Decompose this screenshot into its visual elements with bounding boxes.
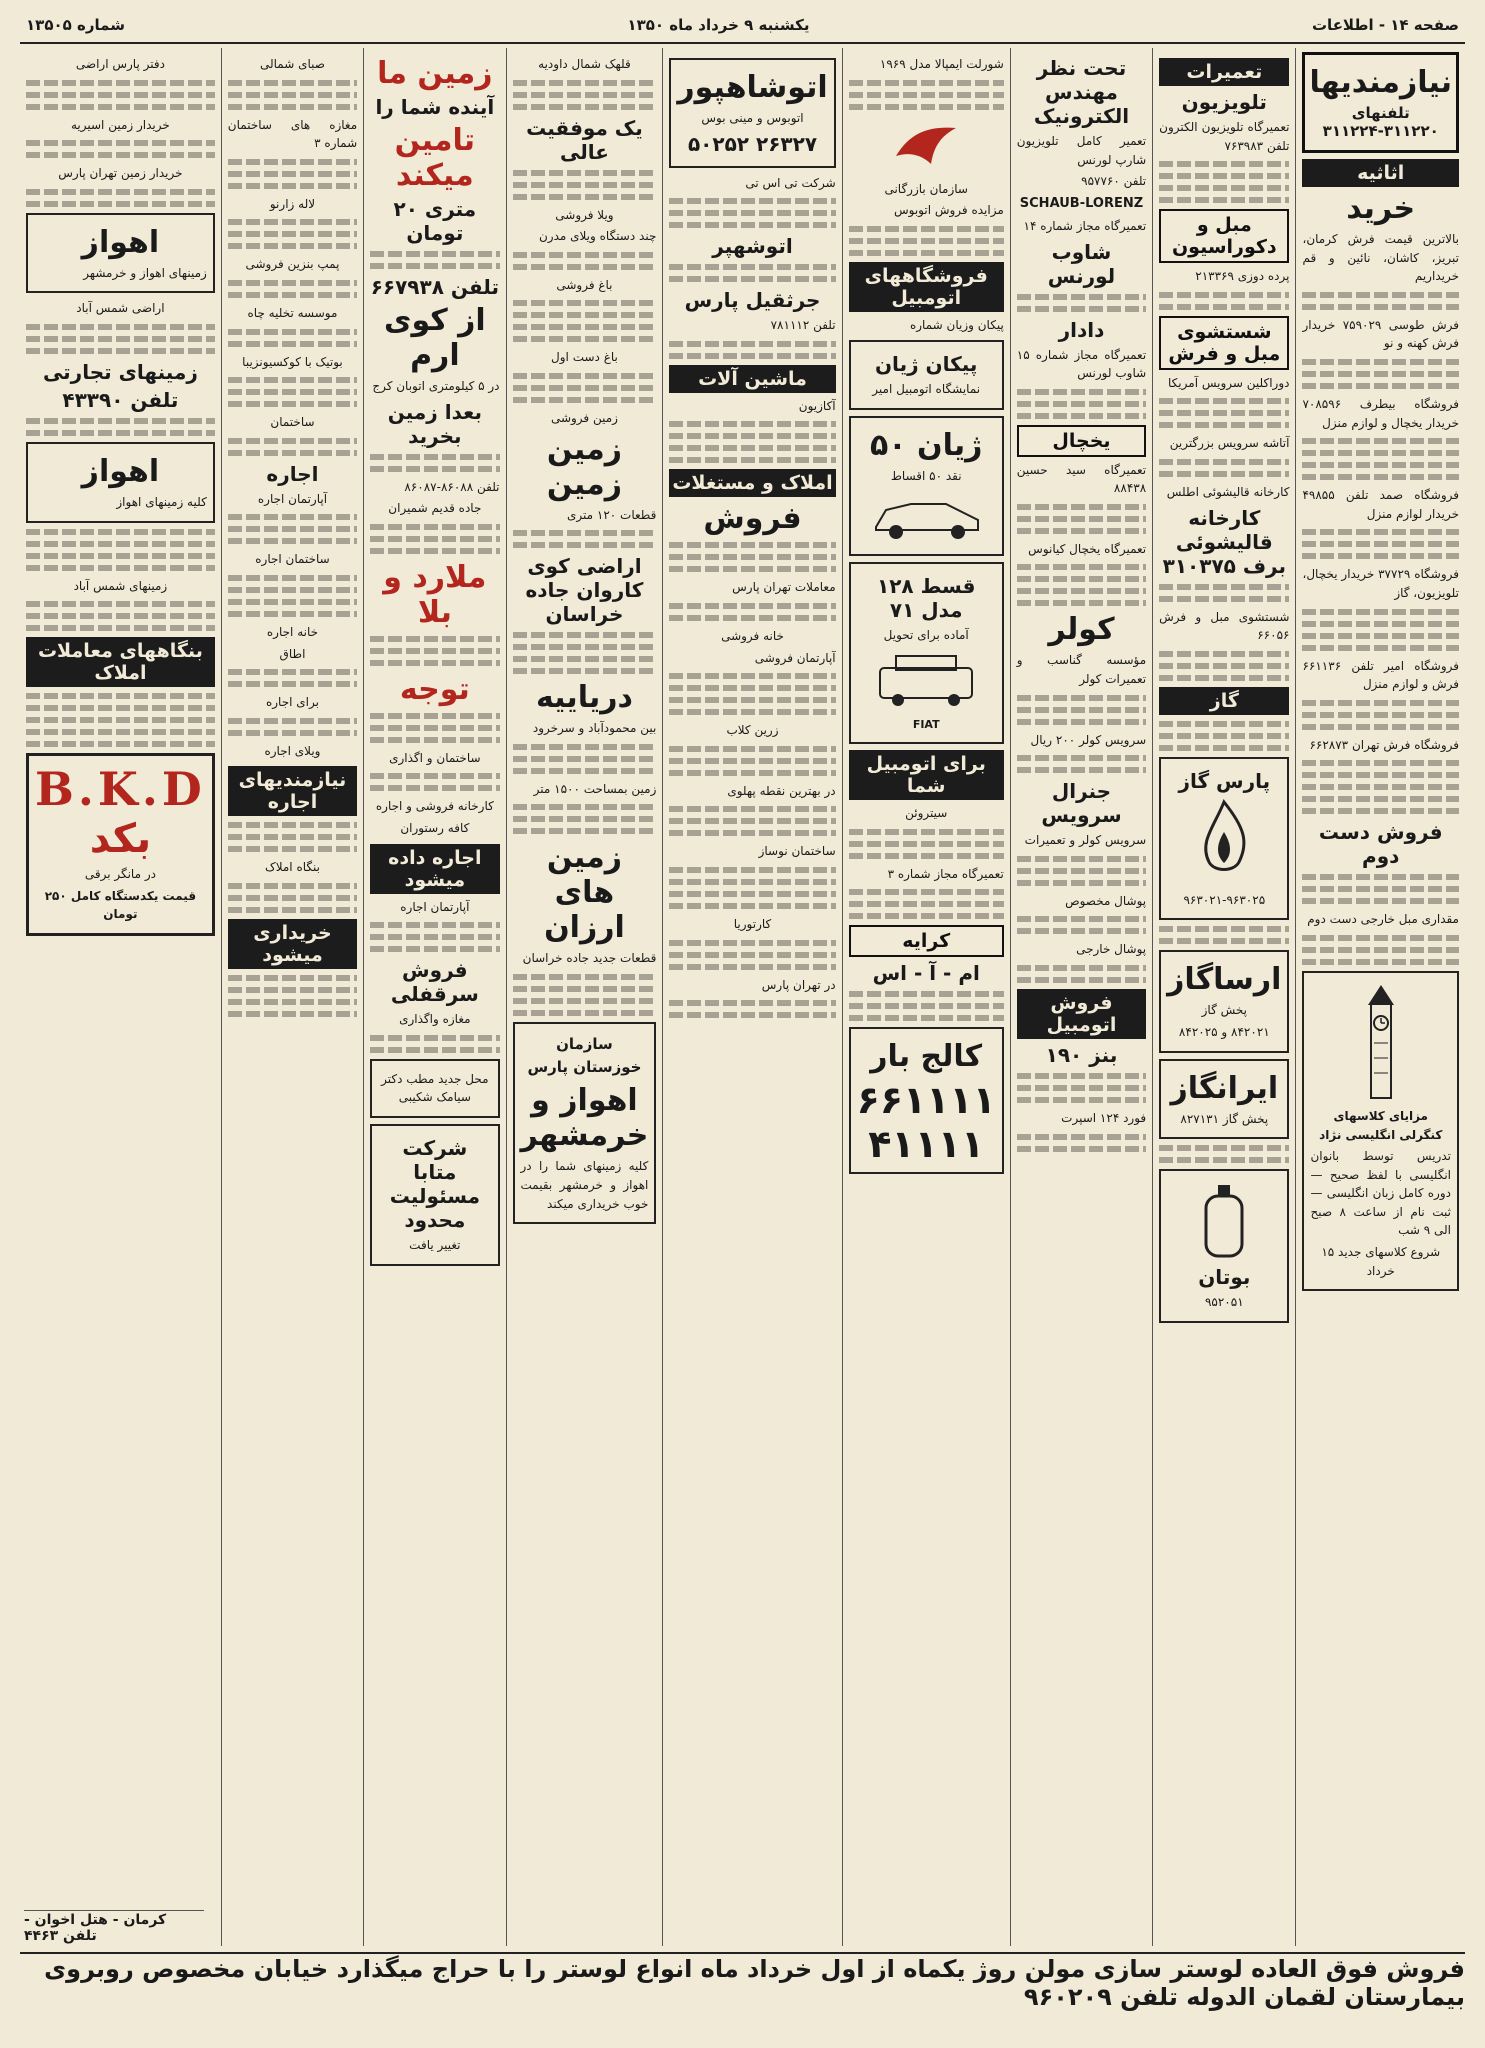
text-filler: [370, 251, 499, 269]
ad-heading: کارخانه قالیشوئی برف ۳۱۰۳۷۵: [1162, 505, 1287, 578]
fiat-ad-text: آماده برای تحویل: [883, 627, 969, 642]
ahvaz-box-1: [26, 213, 215, 294]
ad-text: بین محمودآباد و سرخرود: [532, 721, 657, 736]
ad-text: قطعات ۱۲۰ متری: [567, 507, 657, 522]
text-filler: [849, 991, 1004, 1021]
arsa-gas-phone: ۸۴۲۰۲۱ و ۸۴۲۰۲۵: [1178, 1024, 1270, 1039]
text-filler: [1159, 721, 1289, 751]
ad-text: شرکت تی اس تی: [745, 175, 836, 190]
ad-heading: دادار: [1058, 317, 1105, 342]
text-filler: [370, 524, 499, 554]
jian-title: ژیان ۵۰: [869, 427, 983, 463]
category-car-sale: فروش اتومبیل: [1017, 989, 1146, 1039]
ad-heading-large: تامین میکند: [394, 123, 476, 193]
text-filler: [669, 542, 835, 572]
ad-heading-large: زمین ما: [377, 56, 493, 91]
jian-subtitle: نقد ۵۰ اقساط: [890, 468, 962, 483]
ad-text: معاملات تهران پارس: [732, 580, 836, 595]
ahvaz-title-2: اهواز: [81, 453, 160, 489]
pars-gas-title: پارس گاز: [1178, 768, 1271, 793]
ad-text: مؤسسه گناسب و تعمیرات کولر: [1016, 653, 1147, 687]
autoshahpour-text: اتوبوس و مینی بوس: [701, 111, 804, 125]
ad-text: زمینهای شمس آباد: [73, 578, 168, 593]
arsa-gas-title: ارساگاز: [1167, 962, 1282, 998]
english-classes-ad: [1302, 971, 1459, 1291]
pars-gas-ad: [1159, 757, 1289, 921]
text-filler: [228, 329, 357, 347]
ahvaz-box-2: [26, 442, 215, 523]
column-1: [1295, 48, 1465, 1946]
khuzestan-title: سازمان خوزستان پارس: [527, 1034, 642, 1077]
ad-text: موسسه تخلیه چاه: [247, 305, 338, 320]
ad-heading: شاوب لورنس: [1047, 239, 1116, 288]
text-filler: [1017, 294, 1146, 312]
peykan-ad: [849, 340, 1004, 410]
text-filler: [513, 300, 657, 342]
text-filler: [1302, 935, 1459, 965]
arsa-gas-text: پخش گاز: [1201, 1003, 1247, 1018]
ad-text: باغ دست اول: [551, 350, 618, 365]
text-filler: [1159, 398, 1289, 428]
text-filler: [228, 377, 357, 407]
ad-text: خریدار زمین تهران پارس: [58, 166, 183, 181]
ad-text: کارتوریا: [733, 916, 772, 931]
text-filler: [1017, 856, 1146, 886]
ad-text: فروشگاه بیطرف ۷۰۸۵۹۶ خریدار یخچال و لوازم منزل: [1302, 396, 1459, 430]
iran-gas-title: ایرانگاز: [1170, 1070, 1279, 1106]
ad-heading: تلفن ۶۶۷۹۳۸: [370, 275, 499, 299]
text-filler: [228, 280, 357, 298]
text-filler: [228, 669, 357, 687]
issue-date: یکشنبه ۹ خرداد ماه ۱۳۵۰: [627, 16, 810, 34]
car-icon: [866, 492, 986, 542]
bkd-subtitle: در مانگر برقی: [84, 867, 156, 882]
text-filler: [1302, 874, 1459, 904]
category-for-your-car: برای اتومبیل شما: [849, 750, 1004, 800]
ad-text: لاله زارنو: [269, 196, 316, 211]
gas-cylinder-icon: [1194, 1181, 1254, 1261]
text-filler: [228, 80, 357, 110]
ad-text: آکازیون: [798, 398, 836, 413]
ad-text: سرویس کولر ۲۰۰ ریال: [1030, 732, 1147, 747]
ad-text: زمین فروشی: [550, 410, 618, 425]
bkd-logo-fa: بکد: [89, 816, 152, 863]
text-filler: [370, 773, 499, 791]
ad-text: ساختمان نوساز: [758, 844, 836, 859]
text-filler: [1017, 1134, 1146, 1152]
ad-text: ویلا فروشی: [555, 207, 614, 222]
ad-heading: جنرال سرویس: [1041, 779, 1122, 828]
text-filler: [669, 940, 835, 970]
iran-gas-text: پخش گاز ۸۲۷۱۳۱: [1180, 1111, 1269, 1126]
category-fridge: یخچال: [1017, 425, 1146, 457]
ad-text: فورد ۱۲۴ اسپرت: [1061, 1111, 1147, 1126]
pars-gas-phones: ۹۶۳۰۲۱-۹۶۳۰۲۵: [1183, 892, 1266, 907]
text-filler: [669, 603, 835, 621]
text-filler: [513, 80, 657, 110]
ad-heading-large: زمین های ارزان: [544, 840, 625, 946]
ad-heading-large: توجه: [399, 671, 470, 707]
ad-text: کارخانه فروشی و اجاره: [375, 799, 494, 814]
category-furniture-decor: مبل و دکوراسیون: [1159, 209, 1289, 263]
text-filler: [1302, 438, 1459, 480]
ahvaz-text-1: زمینهای اهواز و خرمشهر: [83, 265, 207, 280]
ad-heading: یک موفقیت عالی: [526, 115, 643, 164]
ad-text: اراضی شمس آباد: [76, 301, 165, 316]
text-filler: [26, 601, 215, 631]
ad-text: سرویس کولر و تعمیرات: [1024, 833, 1147, 848]
kerman-notice: کرمان - هتل اخوان - تلفن ۴۴۶۳: [24, 1910, 204, 1945]
text-filler: [228, 718, 357, 736]
ad-text: در ۵ کیلومتری اتوبان کرج: [372, 379, 500, 393]
column-2: [1152, 48, 1295, 1946]
fiat-ad-title: قسط ۱۲۸ مدل ۷۱: [876, 573, 976, 622]
ad-heading: اتوشهپر: [712, 234, 793, 259]
fiat-logo-text: FIAT: [912, 718, 940, 732]
text-filler: [849, 829, 1004, 859]
butane-phone: ۹۵۲۰۵۱: [1204, 1295, 1244, 1310]
autoshahpour-phone: ۲۶۳۲۷ ۵۰۲۵۲: [687, 131, 818, 156]
category-rentals: نیازمندیهای اجاره: [228, 766, 357, 816]
category-machinery: ماشین آلات: [669, 365, 835, 393]
category-gas: گاز: [1159, 687, 1289, 715]
ad-text: شورلت ایمپالا مدل ۱۹۶۹: [879, 57, 1004, 71]
bkd-price: قیمت یکدستگاه کامل ۲۵۰ تومان: [44, 888, 197, 922]
text-filler: [1017, 1073, 1146, 1103]
column-8: [221, 48, 363, 1946]
text-filler: [228, 822, 357, 852]
college-title: کالج بار: [870, 1039, 983, 1075]
text-filler: [513, 974, 657, 1016]
text-filler: [26, 418, 215, 436]
butane-ad: [1159, 1169, 1289, 1323]
car-icon: [866, 650, 986, 710]
ad-text: بنگاه املاک: [264, 860, 320, 875]
bkd-ad: [26, 753, 215, 936]
ad-text: فروشگاه امیر تلفن ۶۶۱۱۳۶ فرش و لوازم منزل: [1302, 658, 1459, 692]
category-repairs: تعمیرات: [1159, 58, 1289, 86]
ad-text: تعمیر کامل تلویزیون شارپ لورنس: [1016, 134, 1147, 167]
iran-gas-ad: [1159, 1059, 1289, 1140]
ad-text: پرده دوزی ۲۱۳۳۶۹: [1195, 269, 1290, 284]
text-filler: [513, 373, 657, 403]
text-filler: [228, 514, 357, 544]
ad-text: دفتر پارس اراضی: [75, 57, 165, 71]
ad-text: سیتروئن: [905, 806, 948, 821]
ad-text: خانه اجاره: [266, 624, 319, 639]
text-filler: [228, 975, 357, 1017]
text-filler: [1159, 161, 1289, 203]
text-filler: [669, 198, 835, 228]
ad-text: بوتیک با کوکسیونزیبا: [242, 354, 343, 369]
ad-text: ساختمان: [270, 415, 315, 430]
ad-text: زمین بمساحت ۱۵۰۰ متر: [533, 781, 657, 796]
company-notice: [370, 1124, 499, 1266]
ad-heading: بنز ۱۹۰: [1045, 1043, 1118, 1068]
heading-sale: فروش: [703, 501, 802, 537]
ad-text: چند دستگاه ویلای مدرن: [538, 229, 657, 244]
arsa-gas-ad: [1159, 950, 1289, 1052]
text-filler: [849, 226, 1004, 256]
ad-text: فروشگاه صمد تلفن ۴۹۸۵۵ خریدار لوازم منزل: [1302, 488, 1459, 521]
category-for-rent: اجاره داده میشود: [370, 844, 499, 894]
footer-banner: [20, 1952, 1465, 2012]
ahvaz-title: اهواز و خرمشهر: [520, 1083, 649, 1154]
columns-container: [20, 48, 1465, 1946]
ad-text: باغ فروشی: [556, 277, 613, 292]
ad-text: قلهک شمال داودیه: [538, 57, 631, 71]
heading-second-hand: فروش دست دوم: [1318, 820, 1443, 869]
text-filler: [370, 454, 499, 472]
college-ad: [849, 1027, 1004, 1174]
ad-text: خانه فروشی: [721, 628, 784, 643]
issue-number: شماره ۱۳۵۰۵: [26, 16, 125, 34]
text-filler: [1302, 292, 1459, 310]
category-rent: کرایه: [849, 925, 1004, 957]
text-filler: [849, 889, 1004, 919]
text-filler: [669, 341, 835, 359]
bird-logo-icon: [886, 116, 966, 176]
text-filler: [228, 575, 357, 617]
english-ad-text: تدریس توسط بانوان انگلیسی با لفظ صحیح — دوره کامل زبان انگلیسی — ثبت نام از ساعت ۸ صبح الی ۹ شب: [1310, 1149, 1451, 1238]
clinic-notice: [370, 1059, 499, 1118]
text-filler: [513, 744, 657, 774]
text-filler: [370, 1035, 499, 1053]
ad-text: کارخانه قالیشوئی اطلس: [1166, 484, 1290, 499]
ad-text: تعمیرگاه سید حسین ۸۸۴۳۸: [1016, 462, 1147, 496]
heading-tv: تلویزیون: [1181, 90, 1267, 114]
ahvaz-title-1: اهواز: [81, 224, 160, 260]
ad-text: دوراکلین سرویس آمریکا: [1168, 375, 1290, 390]
text-filler: [669, 867, 835, 909]
ad-heading: اراضی کوی کاروان جاده خراسان: [525, 554, 644, 627]
ad-heading: جرثقیل پارس: [684, 288, 821, 313]
ahvaz-text: کلیه زمینهای شما را در اهواز و خرمشهر بقیمت خوب خریداری میکند: [520, 1159, 649, 1211]
ad-text: آپارتمان فروشی: [754, 650, 836, 665]
ad-text: مقداری مبل خارجی دست دوم: [1307, 912, 1459, 927]
ad-text: مغازه های ساختمان شماره ۳: [227, 117, 358, 151]
text-filler: [228, 219, 357, 249]
text-filler: [1159, 1145, 1289, 1163]
autoshahpour-ad: [669, 58, 835, 168]
classifieds-phones: تلفنهای ۳۱۱۲۲۰-۳۱۱۲۲۴: [1322, 104, 1439, 140]
college-phone: ۶۶۱۱۱۱ ۴۱۱۱۱: [856, 1078, 996, 1167]
ad-heading: تحت نظر مهندس الکترونیک: [1033, 56, 1130, 128]
ad-text: تلفن ۸۶۰۸۸-۸۶۰۸۷: [404, 479, 500, 494]
text-filler: [26, 529, 215, 571]
classifieds-title: نیازمندیها: [1309, 65, 1452, 100]
page-label: صفحه ۱۴ - اطلاعات: [1311, 16, 1459, 34]
text-filler: [1159, 926, 1289, 944]
ad-text: تعمیرگاه مجاز شماره ۱۵ شاوب لورنس: [1016, 347, 1147, 381]
ad-text: تعمیرگاه تلویزیون الکترون تلفن ۷۶۳۹۸۳: [1159, 120, 1290, 153]
ad-heading-large: از کوی ارم: [383, 303, 486, 373]
ad-text: فروشگاه فرش تهران ۶۶۲۸۷۳: [1309, 737, 1459, 752]
ad-text: تعمیرگاه مجاز شماره ۳: [887, 866, 1004, 881]
heading-cooler: کولر: [1048, 612, 1115, 648]
text-filler: [228, 159, 357, 189]
ad-text: کافه رستوران: [400, 820, 470, 835]
category-car-stores: فروشگاههای اتومبیل: [849, 262, 1004, 312]
logo-caption: سازمان بازرگانی: [884, 181, 968, 196]
ad-text: خریدار زمین اسیریه: [70, 117, 170, 132]
autoshahpour-title: اتوشاهپور: [677, 70, 828, 105]
clinic-notice-text: محل جدید مطب دکتر سیامک شکیبی: [381, 1071, 489, 1105]
text-filler: [513, 170, 657, 200]
fiat-ad: [849, 562, 1004, 745]
text-filler: [513, 252, 657, 270]
peykan-title: پیکان ژیان: [874, 352, 978, 377]
text-filler: [513, 632, 657, 674]
text-filler: [1017, 916, 1146, 934]
text-filler: [669, 806, 835, 836]
text-filler: [26, 693, 215, 747]
text-filler: [370, 636, 499, 666]
ad-heading: بعدا زمین بخرید: [387, 399, 482, 448]
heading-buy: خرید: [1346, 191, 1416, 226]
jian-ad: [849, 416, 1004, 556]
butane-title: بوتان: [1198, 1265, 1251, 1290]
ad-text: در تهران پارس: [761, 977, 836, 992]
category-furniture: اثاثیه: [1302, 159, 1459, 187]
column-3: [1010, 48, 1152, 1946]
text-filler: [1159, 459, 1289, 477]
ad-text: مزایده فروش اتوبوس: [893, 203, 1004, 218]
text-filler: [228, 438, 357, 456]
ad-text: اطاق: [279, 646, 306, 661]
ad-text: پیکان وزیان شماره: [909, 317, 1004, 332]
text-filler: [513, 804, 657, 834]
ad-heading: ام - آ - اس: [872, 961, 980, 986]
category-wanted: خریداری میشود: [228, 919, 357, 969]
ad-heading: آینده شما را: [375, 95, 495, 119]
bkd-logo: B.K.D: [35, 762, 206, 817]
english-ad-footer: شروع کلاسهای جدید ۱۵ خرداد: [1321, 1245, 1441, 1278]
text-filler: [370, 713, 499, 743]
ad-heading: اجاره: [266, 461, 319, 486]
ad-text: شستشوی مبل و فرش ۶۶۰۵۶: [1159, 609, 1290, 643]
ad-heading: تلفن ۴۳۳۹۰: [62, 387, 179, 412]
text-filler: [669, 746, 835, 776]
text-filler: [1302, 529, 1459, 559]
text-filler: [1017, 389, 1146, 419]
text-filler: [1017, 695, 1146, 725]
column-6: [506, 48, 663, 1946]
ad-text: فروشگاه ۳۷۷۲۹ خریدار یخچال، تلویزیون، گاز: [1302, 567, 1459, 600]
text-filler: [513, 530, 657, 548]
footer-banner-text: فروش فوق العاده لوستر سازی مولن روژ یکماه از اول خرداد ماه انواع لوستر را با حراج میگذارد خیابان مخصوص روبروی بیمارستان لقمان الدوله تلفن ۹۶۰۲۰۹: [44, 1955, 1465, 2011]
ad-text: تعمیرگاه یخچال کیانوس: [1028, 541, 1147, 556]
ad-text: تعمیرگاه مجاز شماره ۱۴: [1023, 218, 1147, 233]
ad-text: جاده قدیم شمیران: [388, 501, 482, 516]
company-notice-title: شرکت متابا مسئولیت محدود: [389, 1135, 480, 1232]
ad-text: در بهترین نقطه پهلوی: [727, 783, 836, 798]
text-filler: [1302, 359, 1459, 389]
peykan-text: نمایشگاه اتومبیل امیر: [872, 382, 981, 397]
ad-heading-large: دریاییه: [535, 680, 633, 716]
ad-text: پوشال مخصوص: [1065, 893, 1147, 908]
flame-logo-icon: [1184, 797, 1264, 887]
ad-text: ساختمان اجاره: [255, 552, 330, 567]
ad-text: زرین کلاب: [726, 723, 779, 738]
text-filler: [26, 189, 215, 207]
text-filler: [669, 264, 835, 282]
text-filler: [1017, 564, 1146, 606]
ad-heading-large: زمین زمین: [546, 431, 622, 502]
ad-text: آتاشه سرویس بزرگترین: [1169, 436, 1290, 451]
text-filler: [849, 80, 1004, 110]
text-filler: [1017, 755, 1146, 773]
ad-text: آپارتمان اجاره: [257, 491, 328, 506]
ahvaz-text-2: کلیه زمینهای اهواز: [116, 494, 207, 509]
ad-heading-large: ملارد و بلا: [383, 559, 487, 630]
ad-text: بالاترین قیمت فرش کرمان، تبریز، کاشان، نائین و قم خریداریم: [1302, 232, 1459, 284]
ad-text: تلفن ۹۵۷۷۶۰: [1081, 174, 1147, 189]
ad-text: برای اجاره: [265, 695, 319, 710]
ad-text: آپارتمان اجاره: [400, 899, 470, 914]
ad-text: پوشال خارجی: [1076, 942, 1147, 957]
ad-text: صبای شمالی: [259, 57, 325, 71]
ad-text: ساختمان و اگذاری: [389, 750, 481, 765]
text-filler: [669, 1000, 835, 1018]
classifieds-title-box: [1302, 52, 1459, 153]
category-real-estate-agents: بنگاههای معاملات املاک: [26, 637, 215, 687]
text-filler: [669, 421, 835, 463]
ad-heading: متری ۲۰ تومان: [393, 197, 477, 245]
ad-heading: زمینهای تجارتی: [42, 359, 198, 384]
page-header: [20, 8, 1465, 44]
brand-logo-text: SCHAUB-LORENZ: [1019, 195, 1144, 211]
column-9: [20, 48, 221, 1946]
text-filler: [1159, 292, 1289, 310]
text-filler: [1302, 760, 1459, 814]
column-5: [662, 48, 841, 1946]
text-filler: [1017, 965, 1146, 983]
text-filler: [669, 673, 835, 715]
ad-text: پمپ بنزین فروشی: [245, 257, 340, 272]
text-filler: [26, 140, 215, 158]
text-filler: [1302, 700, 1459, 730]
ad-text: تلفن ۷۸۱۱۱۲: [770, 318, 836, 333]
text-filler: [228, 883, 357, 913]
category-washing: شستشوی مبل و فرش: [1159, 316, 1289, 370]
ad-text: ویلای اجاره: [264, 743, 321, 758]
ad-text: قطعات جدید جاده خراسان: [522, 951, 657, 966]
category-real-estate: املاک و مستغلات: [669, 469, 835, 497]
column-4: [842, 48, 1010, 1946]
column-7: [363, 48, 505, 1946]
khuzestan-ad: [513, 1022, 657, 1224]
clock-tower-icon: [1346, 983, 1416, 1103]
english-ad-title: مزایای کلاسهای کنگرلی انگلیسی نژاد: [1319, 1108, 1443, 1142]
text-filler: [1159, 651, 1289, 681]
text-filler: [1159, 584, 1289, 602]
text-filler: [370, 922, 499, 952]
ad-text: فرش طوسی ۷۵۹۰۲۹ خریدار فرش کهنه و نو: [1302, 317, 1459, 351]
ad-heading: فروش سرقفلی: [390, 958, 479, 1007]
ad-text: مغازه واگذاری: [399, 1012, 471, 1027]
company-notice-text: تغییر یافت: [409, 1237, 461, 1252]
text-filler: [1302, 609, 1459, 651]
text-filler: [1017, 504, 1146, 534]
text-filler: [26, 80, 215, 110]
text-filler: [26, 324, 215, 354]
